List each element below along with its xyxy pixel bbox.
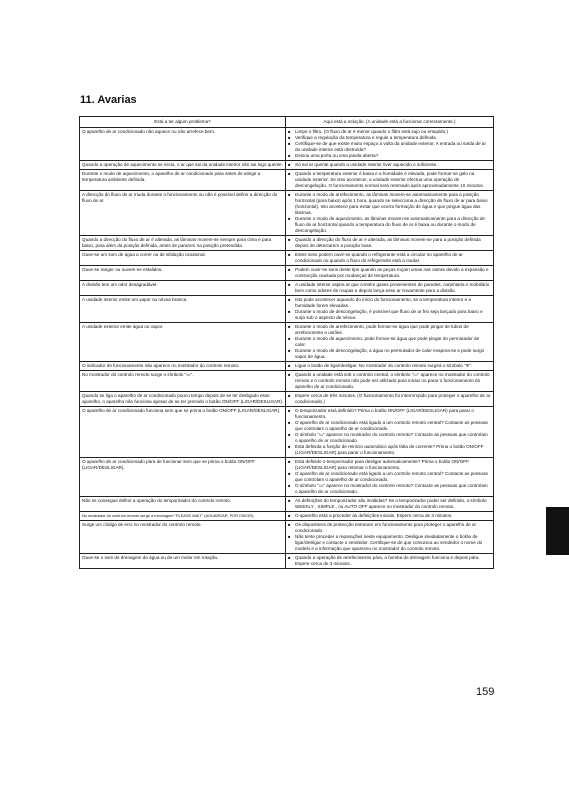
troubleshooting-table bbox=[79, 116, 494, 569]
table-row bbox=[80, 407, 493, 458]
table-row bbox=[80, 251, 493, 266]
solution-cell bbox=[286, 170, 493, 190]
problem-cell: Quando a direcção do fluxo de ar é alterada, as lâminas movem-se sempre para cima e para baixo, para além da posição definida, antes de pararem na posição pretendida. bbox=[80, 236, 286, 250]
problem-cell: A unidade exterior emite água ou vapor. bbox=[80, 323, 286, 361]
solution-cell bbox=[286, 392, 493, 406]
solution-list bbox=[288, 237, 491, 249]
solution-item: ■ Estes sons podem ouvir-se quando o refrigerante está a circular no aparelho de ar condicionado ou quando o fluxo do refrigerante está a mudar. bbox=[288, 252, 491, 264]
solution-item: ■ Isto pode acontecer aquando do início do funcionamento, se a temperatura interior e a humidade forem elevadas. bbox=[288, 297, 491, 309]
solution-cell bbox=[286, 281, 493, 295]
solution-cell bbox=[286, 251, 493, 265]
solution-cell bbox=[286, 371, 493, 391]
solution-list bbox=[288, 162, 491, 168]
table-row bbox=[80, 170, 493, 191]
problem-cell: A direcção do fluxo de ar muda durante o funcionamento ou não é possível definir a direcção do fluxo de ar. bbox=[80, 191, 286, 235]
solution-item: ■ Durante o modo de arrefecimento, pode formar-se água que pode pingar de tubos de arrefecimento e uniões. bbox=[288, 324, 491, 336]
table-header bbox=[80, 117, 493, 128]
solution-list bbox=[288, 267, 491, 279]
problem-cell: Ouve-se um som de água a correr ou de sibilação ocasional. bbox=[80, 251, 286, 265]
solution-item: ■ O aparelho de ar condicionado está ligado a um controlo remoto central? Contacte as pessoas que controlam o aparelho de ar condicionado. bbox=[288, 471, 491, 483]
solution-list bbox=[288, 363, 491, 369]
problem-cell: No mostrador do controlo remoto surge a mensagem "PLEASE WAIT" (AGUARDAR, POR FAVOR). bbox=[80, 512, 286, 520]
solution-cell bbox=[286, 236, 493, 250]
solution-list bbox=[288, 408, 491, 456]
problem-cell: A divisão tem um odor desagradável. bbox=[80, 281, 286, 295]
solution-list bbox=[288, 252, 491, 264]
solution-item: ■ O temporizador está definido? Prima o botão ON/OFF (LIGAR/DESLIGAR) para parar o funcionamento. bbox=[288, 408, 491, 420]
problem-cell: No mostrador do controlo remoto surge o símbolo "▭". bbox=[80, 371, 286, 391]
table-row bbox=[80, 521, 493, 554]
problem-cell: Durante o modo de aquecimento, o aparelho de ar condicionado pára antes de atingir a temperatura ambiente definida. bbox=[80, 170, 286, 190]
problem-cell: Surge um código de erro no mostrador do controlo remoto. bbox=[80, 521, 286, 553]
solution-list bbox=[288, 513, 491, 519]
solution-list bbox=[288, 393, 491, 405]
solution-item: ■ Durante o modo de descongelação, é possível que fluxo de ar frio seja lançado para baixo e surja sob o aspecto de névoa. bbox=[288, 309, 491, 321]
header-problem: Está a ter algum problema? bbox=[80, 117, 286, 127]
solution-list bbox=[288, 282, 491, 294]
table-row bbox=[80, 458, 493, 497]
solution-item: ■ Está definida a função de reinício automático após falta de corrente? Prima o botão ON/OFF (LIGAR/DESLIGAR) para parar o funcionamento. bbox=[288, 444, 491, 456]
solution-cell bbox=[286, 296, 493, 322]
solution-item: ■ O símbolo "▭" aparece no mostrador do controlo remoto? Contacte as pessoas que controlam o aparelho de ar condicionado. bbox=[288, 483, 491, 495]
solution-item: ■ O símbolo "▭" aparece no mostrador do controlo remoto? Contacte as pessoas que controlam o aparelho de ar condicionado. bbox=[288, 432, 491, 444]
table-row bbox=[80, 362, 493, 371]
table-body bbox=[80, 128, 493, 568]
solution-item: ■ Durante o modo de aquecimento, as lâminas movem-se automaticamente para a direcção de fluxo de ar horizontal quando a temperatura do fluxo de ar é baixa ou durante o modo de descongelação. bbox=[288, 216, 491, 234]
solution-list bbox=[288, 324, 491, 360]
section-tab-marker bbox=[546, 507, 569, 555]
table-row bbox=[80, 323, 493, 362]
solution-cell bbox=[286, 161, 493, 169]
solution-cell bbox=[286, 323, 493, 361]
solution-item: ■ O aparelho está a proceder às definições iniciais. Espere cerca de 3 minutos. bbox=[288, 513, 491, 519]
solution-item: ■ A unidade interior aspira ar que contém gases provenientes de paredes, carpintaria e mobiliário bem como odores de roupas e depois lança esse ar novamente para a divisão. bbox=[288, 282, 491, 294]
solution-cell bbox=[286, 554, 493, 568]
problem-cell: Ouve-se o som de drenagem de água ou de um motor em rotação. bbox=[80, 554, 286, 568]
problem-cell: Não se consegue definir a operação do temporizador do controlo remoto. bbox=[80, 497, 286, 511]
solution-list bbox=[288, 129, 491, 159]
solution-cell bbox=[286, 512, 493, 520]
solution-item: ■ Certifique-se de que existe muito espaço à volta da unidade exterior. A entrada ou saída de ar da unidade interior está obstruída? bbox=[288, 141, 491, 153]
table-row bbox=[80, 497, 493, 512]
solution-item: ■ Os dispositivos de protecção entraram em funcionamento para proteger o aparelho de ar condicionado. bbox=[288, 522, 491, 534]
table-row bbox=[80, 512, 493, 521]
solution-list bbox=[288, 192, 491, 234]
solution-item: ■ Espere cerca de três minutos. (O funcionamento foi interrompido para proteger o aparelho de ar condicionado.) bbox=[288, 393, 491, 405]
problem-cell: O indicador de funcionamento não aparece no mostrador do controlo remoto. bbox=[80, 362, 286, 370]
solution-item: ■ Quando a unidade está sob o controlo central, o símbolo "▭" aparece no mostrador do controlo remoto e o controlo remoto não pode ser utilizado para iniciar ou parar o funcionamento do aparelho de ar condicionado. bbox=[288, 372, 491, 390]
solution-item: ■ Quando a direcção do fluxo de ar é alterada, as lâminas movem-se para a posição definida depois de detectarem a posição base. bbox=[288, 237, 491, 249]
page-number: 159 bbox=[476, 686, 495, 698]
solution-list bbox=[288, 498, 491, 510]
solution-item: ■ Quando a temperatura exterior é baixa e a humidade é elevada, pode formar-se gelo na unidade exterior. Se isso acontecer, a unidade exterior efectua uma operação de descongelação. O funcionamento normal será retomado após aproximadamente 10 minutos. bbox=[288, 171, 491, 189]
table-row bbox=[80, 554, 493, 568]
solution-cell bbox=[286, 497, 493, 511]
problem-cell: Quando a operação de aquecimento se inicia, o ar que sai da unidade interior não sai logo quente. bbox=[80, 161, 286, 169]
problem-cell: O aparelho de ar condicionado pára de funcionar sem que se prima o botão ON/OFF (LIGAR/DESLIGAR). bbox=[80, 458, 286, 496]
problem-cell: A unidade interior emite um vapor ou névoa branca. bbox=[80, 296, 286, 322]
solution-list bbox=[288, 297, 491, 321]
solution-item: ■ Quando a operação de arrefecimento pára, a bomba de drenagem funciona e depois pára. Espere cerca de 3 minutos.. bbox=[288, 555, 491, 567]
solution-item: ■ Durante o modo de descongelação, a água no permutador de calor evapora-se e pode surgir vapor de água. bbox=[288, 348, 491, 360]
solution-cell bbox=[286, 266, 493, 280]
problem-cell: O aparelho de ar condicionado funciona sem que se prima o botão ON/OFF (LIGAR/DESLIGAR). bbox=[80, 407, 286, 457]
solution-cell bbox=[286, 521, 493, 553]
table-row bbox=[80, 161, 493, 170]
solution-cell bbox=[286, 458, 493, 496]
solution-cell bbox=[286, 128, 493, 160]
problem-cell: O aparelho de ar condicionado não aquece ou não arrefece bem. bbox=[80, 128, 286, 160]
solution-item: ■ Durante o modo de aquecimento, pode formar-se água que pode pingar do permutador de calor. bbox=[288, 336, 491, 348]
solution-item: ■ Deixou uma porta ou uma janela aberta? bbox=[288, 153, 491, 159]
solution-cell bbox=[286, 191, 493, 235]
solution-list bbox=[288, 372, 491, 390]
solution-item: ■ Durante o modo de arrefecimento, as lâminas movem-se automaticamente para a posição horizontal (para baixo) após 1 hora, quando se selecciona a direcção de fluxo de ar para baixo (horizontal). Isto acontece para evitar que ocorra formação de água e que pingue água das lâminas. bbox=[288, 192, 491, 216]
table-row bbox=[80, 281, 493, 296]
solution-list bbox=[288, 555, 491, 567]
solution-item: ■ As definições do temporizador são inválidas? Se o temporizador puder ser definido, o símbolo WEEKLY , SIMPLE , ou AUTO OFF aparece no mostrador do controlo remoto. bbox=[288, 498, 491, 510]
solution-cell bbox=[286, 362, 493, 370]
problem-cell: Ouve-se ranger ou ouvem-se estalidos. bbox=[80, 266, 286, 280]
table-row bbox=[80, 371, 493, 392]
solution-item: ■ Limpe o filtro. (O fluxo de ar é menor quando o filtro está sujo ou entupido.) bbox=[288, 129, 491, 135]
solution-item: ■ Podem ouvir-se sons deste tipo quando as peças roçam umas nas outras devido a expansão e contracção causada por mudanças de temperatura. bbox=[288, 267, 491, 279]
table-row bbox=[80, 296, 493, 323]
table-row bbox=[80, 392, 493, 407]
solution-list bbox=[288, 522, 491, 552]
section-title: 11. Avarias bbox=[80, 94, 137, 106]
solution-item: ■ Ligue o botão de ligar/desligar. No mostrador do controlo remoto surgirá o símbolo "❄". bbox=[288, 363, 491, 369]
solution-list bbox=[288, 171, 491, 189]
solution-item: ■ Está definido o temporizador para desligar automaticamente? Prima o botão ON/OFF (LIGAR/DESLIGAR) para retomar o funcionamento. bbox=[288, 459, 491, 471]
solution-item: ■ Não tente proceder a reparações neste equipamento. Desligue imediatamente o botão de ligar/desligar e contacte o vendedor. Certifique-se de que comunica ao vendedor o nome do modelo e a informação que apareceu no mostrador do controlo remoto. bbox=[288, 534, 491, 552]
solution-cell bbox=[286, 407, 493, 457]
solution-item: ■ Verifique a regulação da temperatura e regule a temperatura definida. bbox=[288, 135, 491, 141]
table-row bbox=[80, 236, 493, 251]
header-solution: Aqui está a solução. (A unidade está a funcionar correctamente.) bbox=[323, 119, 456, 124]
solution-item: ■ Só sai ar quente quando a unidade interior tiver aquecido o suficiente. bbox=[288, 162, 491, 168]
solution-item: ■ O aparelho de ar condicionado está ligado a um controlo remoto central? Contacte as pessoas que controlam o aparelho de ar condicionado. bbox=[288, 420, 491, 432]
table-row bbox=[80, 191, 493, 236]
solution-list bbox=[288, 459, 491, 495]
table-row bbox=[80, 266, 493, 281]
problem-cell: Quando se liga o aparelho de ar condicionado pouco tempo depois de se ter desligado esse aparelho, o aparelho não funciona apesar de se ter premido o botão ON/OFF (LIGAR/DESLIGAR). bbox=[80, 392, 286, 406]
table-row bbox=[80, 128, 493, 161]
